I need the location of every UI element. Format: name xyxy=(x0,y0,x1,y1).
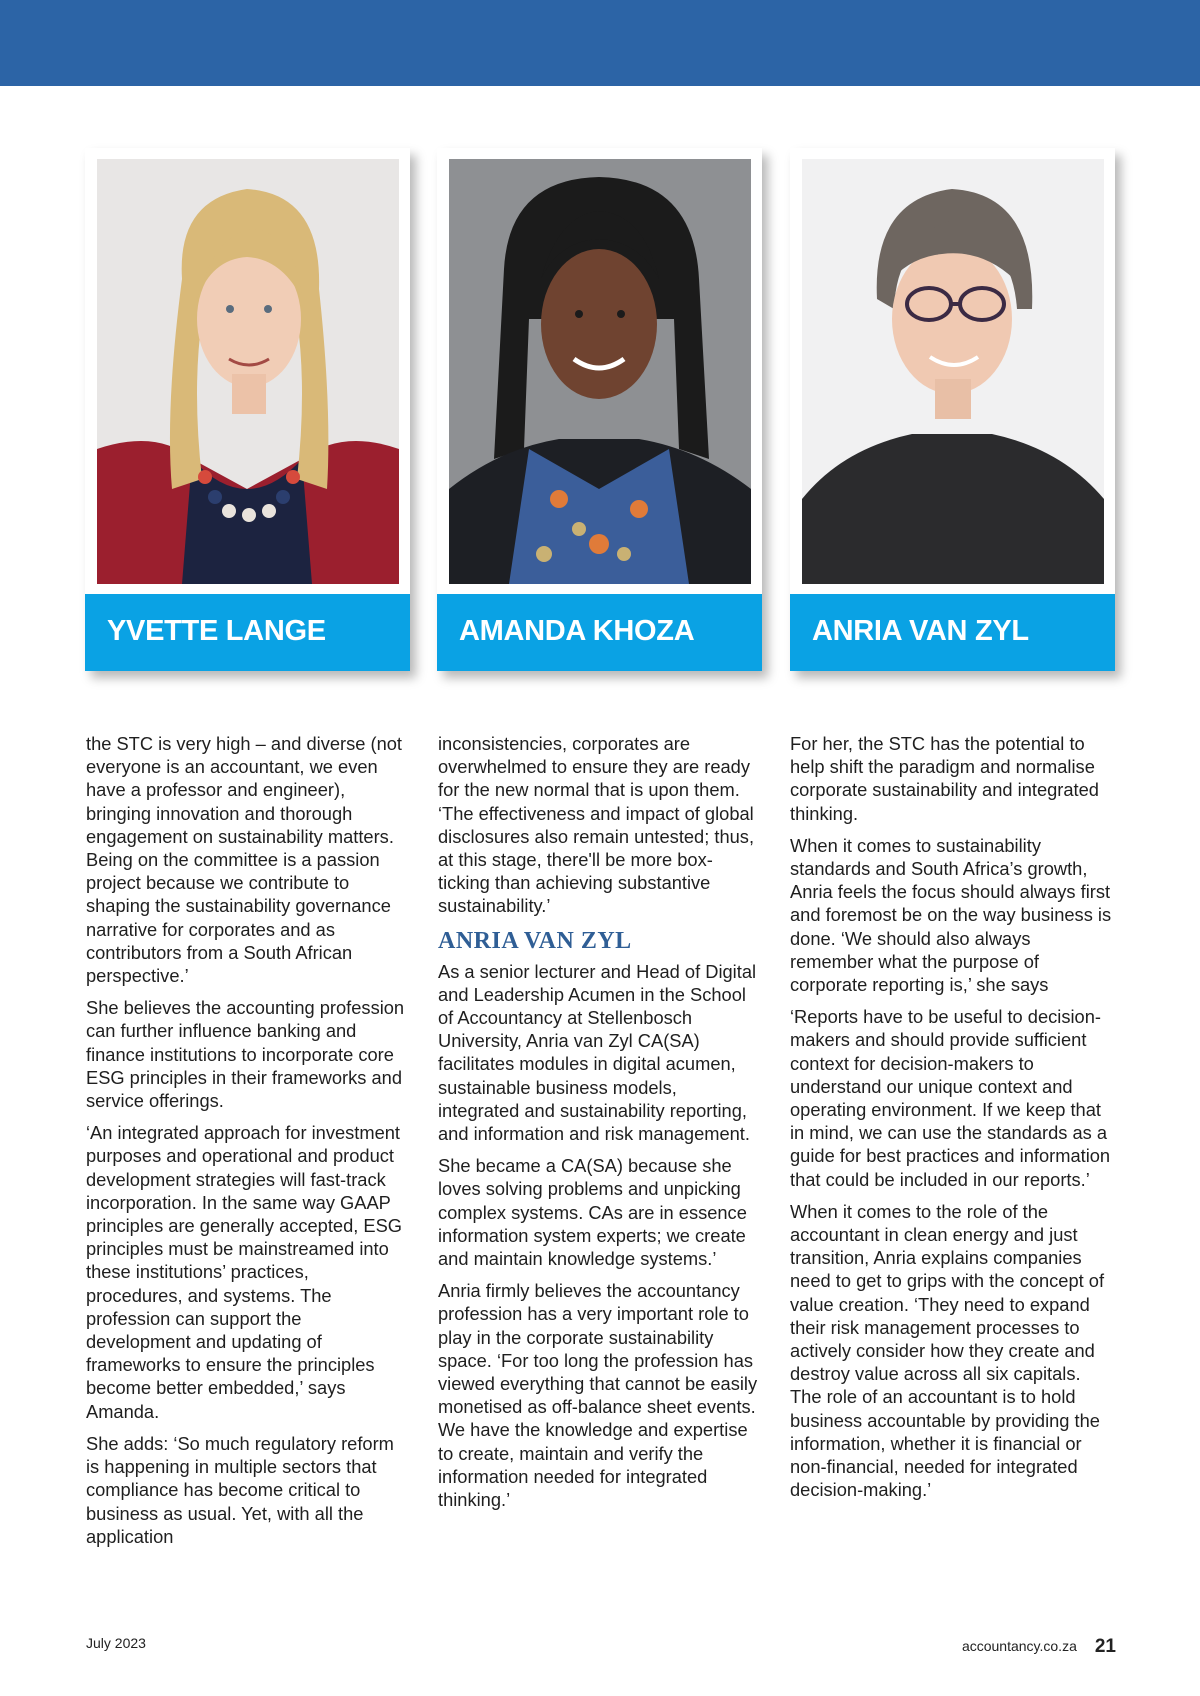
paragraph: inconsistencies, corporates are overwhelmed to ensure they are ready for the new normal that is upon them. ‘The effectiveness and impact of global disclosures also remain untested; thus, at this stage, there'll be more box-ticking than achieving substantive sustainability.’ xyxy=(438,733,755,917)
footer-right xyxy=(962,1635,1116,1657)
profile-card-anria-van-zyl xyxy=(790,148,1115,671)
paragraph: When it comes to sustainability standards and South Africa’s growth, Anria feels the focus should always first and foremost be on the way business is done. ‘We should also always remember what the purpose of corporate reporting is,’ she says xyxy=(790,834,1112,996)
profile-name: YVETTE LANGE xyxy=(107,615,326,647)
profile-name: AMANDA KHOZA xyxy=(459,615,695,647)
paragraph: ‘Reports have to be useful to decision-makers and should provide sufficient context for decision-makers to understand our unique context and operating environment. If we keep that in mind, we can use the standards as a guide for best practices and information that could be included in our reports.’ xyxy=(790,1006,1111,1190)
profile-name: ANRIA VAN ZYL xyxy=(812,615,1029,647)
paragraph: She believes the accounting profession can further influence banking and finance institutions to incorporate core ESG principles in their frameworks and service offerings. xyxy=(86,997,405,1112)
paragraph: For her, the STC has the potential to help shift the paradigm and normalise corporate sustainability and integrated thinking. xyxy=(790,733,1099,824)
paragraph: When it comes to the role of the accountant in clean energy and just transition, Anria explains companies need to get to grips with the concept of value creation. ‘They need to expand their risk management processes to actively consider how they create and destroy value across all six capitals. The role of an accountant is to hold business accountable by providing the information, whether it is financial or non-financial, needed for integrated decision-making.’ xyxy=(790,1200,1105,1501)
text-column-1 xyxy=(86,732,408,1557)
text-column-3 xyxy=(790,732,1112,1511)
text-column-2 xyxy=(438,732,760,1520)
name-bar xyxy=(790,594,1115,671)
profile-card-yvette-lange xyxy=(85,148,410,671)
name-bar xyxy=(85,594,410,671)
portrait-photo-yvette-lange xyxy=(97,159,399,584)
portrait-photo-amanda-khoza xyxy=(449,159,751,584)
paragraph: As a senior lecturer and Head of Digital and Leadership Acumen in the School of Accountancy at Stellenbosch University, Anria van Zyl CA(SA) facilitates modules in digital acumen, sustainable business models, integrated and sustainability reporting, and information and risk management. xyxy=(438,960,757,1145)
paragraph: the STC is very high – and diverse (not everyone is an accountant, we even have a professor and engineer), bringing innovation and thorough engagement on sustainability matters. Being on the committee is a passion project because we contribute to shaping the sustainability governance narrative for corporates and as contributors from a South African perspective.’ xyxy=(86,733,403,987)
paragraph: She became a CA(SA) because she loves solving problems and unpicking complex systems. CAs are in essence information system experts; we create and maintain knowledge systems.’ xyxy=(438,1155,747,1270)
name-bar xyxy=(437,594,762,671)
header-band xyxy=(0,0,1200,86)
paragraph: Anria firmly believes the accountancy profession has a very important role to play in the corporate sustainability space. ‘For too long the profession has viewed everything that cannot be easily monetised as off-balance sheet events. We have the knowledge and expertise to create, maintain and verify the information needed for integrated thinking.’ xyxy=(438,1280,758,1511)
footer-website: accountancy.co.za xyxy=(961,1638,1077,1654)
page-number: 21 xyxy=(1094,1636,1116,1657)
portrait-photo-anria-van-zyl xyxy=(802,159,1104,584)
paragraph: She adds: ‘So much regulatory reform is happening in multiple sectors that compliance has become critical to business as usual. Yet, with all the application xyxy=(86,1432,394,1547)
footer-date: July 2023 xyxy=(86,1635,146,1651)
profile-card-amanda-khoza xyxy=(437,148,762,671)
paragraph: ‘An integrated approach for investment purposes and operational and product development strategies will fast-track incorporation. In the same way GAAP principles are generally accepted, ESG principles must be mainstreamed into these institutions’ practices, procedures, and systems. The profession can support the development and updating of frameworks to ensure the principles become better embedded,’ says Amanda. xyxy=(86,1122,403,1422)
section-heading: ANRIA VAN ZYL xyxy=(438,927,632,954)
